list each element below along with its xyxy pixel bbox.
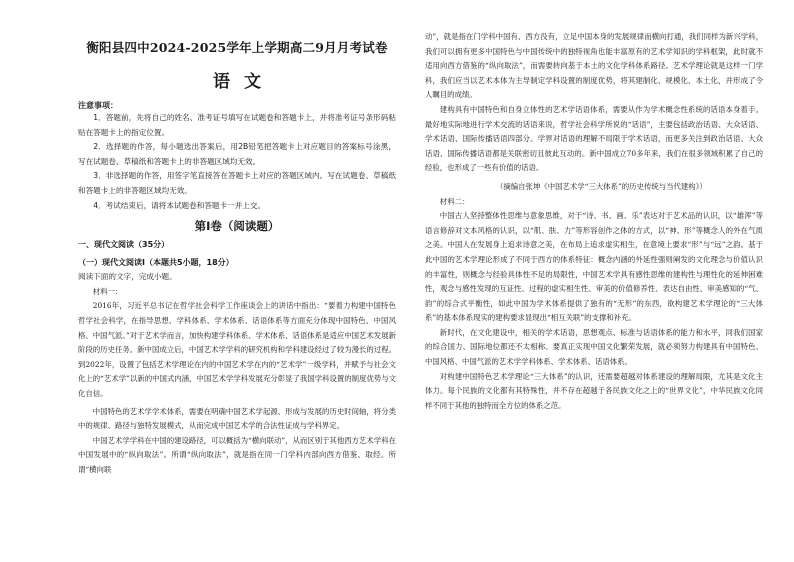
exam-title: 衡阳县四中2024-2025学年上学期高二9月月考试卷 bbox=[86, 40, 388, 55]
material-label: 材料一： bbox=[92, 286, 123, 296]
notice-label: 注意事项： bbox=[78, 101, 118, 110]
body-paragraph: 对构建中国特色艺术学理论“三大体系”的认识，还需要超越对体系建设的理解局限，尤其是文化主体力。每个民族的文化都有其特殊性，并不存在超越于各民族文化之上的“世界文化”，中华民族文化同样不同于其他的独特而全方位的体系之范。 bbox=[425, 371, 763, 410]
material-label: 材料二： bbox=[439, 196, 470, 206]
body-paragraph: 中国古人坚持整体性思维与意象思维，对于“诗、书、画、乐”表达对于艺术品的认识，以“雄浑”等语言修辞对文本风格的认识，以“肌、肤、力”等形容创作之体的方式，以“神、形”等概念人的外在气质之美。中国人在发展身上追求诗意之美，在布局上追求虚实相生，在意境上要求“形”与“远”之韵。基于此中国的艺术学理论形成了不同于西方的体系特征：概念内涵的外延性强则阐发的文化理念与价值认识的丰富性，则概念与经验具体性不足的局限性，中国艺术学具有感性思维的建构性与理性化的延伸困难性，观念与感性发现的互证性、过程的虚实相生性、审美的价值修养性、表达自由性、审美感知的“气、韵”的综合式平衡性，如此中国为学术体系提供了独有的“无形”的东西，欲构建艺术学理论的“三大体系”的基本体系现实的建构要求显现出“相互关联”的支撑和补充。 bbox=[425, 211, 763, 323]
notice-item: 3．非选择题的作答，用签字笔直接答在答题卡上对应的答题区域内。写在试题卷、草稿纸和答题卡上的非答题区域均无效。 bbox=[78, 171, 396, 195]
notice-item: 1．答题前，先将自己的姓名、准考证号填写在试题卷和答题卡上，并将准考证号条形码粘贴在答题卡上的指定位置。 bbox=[78, 113, 396, 137]
notice-item: 4．考试结束后，请将本试题卷和答题卡一并上交。 bbox=[93, 200, 266, 210]
section-title: 第Ⅰ卷（阅读题） bbox=[194, 219, 280, 234]
body-paragraph: 动”，就是指在门学科中国有、西方没有，立足中国本身的发展规律而横向打通，我们同样为新兴学科，我们可以拥有更多中国特色与中国传统中的独特视角也能丰富原有的艺术学知识的学科框架，此时就不适用向西方借鉴的“纵向取法”，而需要转向基于本土的文化学科体系路径。艺术学理论就是这样一门学科，我们应当以艺术本体为主导制定学科设置的制度优势，将其建制化、规模化、本土化，并形成了令人瞩目的成绩。 bbox=[425, 32, 763, 100]
right-column bbox=[425, 0, 763, 562]
source-citation: （摘编自张坤《中国艺术学“三大体系”的历史传统与当代建构》） bbox=[495, 181, 707, 191]
left-column bbox=[78, 0, 396, 562]
part-heading: 一、现代文阅读（35分） bbox=[78, 240, 170, 250]
notice-item: 2．选择题的作答，每小题选出答案后，用2B铅笔把答题卡上对应题目的答案标号涂黑，写在试题卷、草稿纸和答题卡上的非答题区域均无效。 bbox=[78, 142, 396, 166]
body-paragraph: 中国特色的艺术学学术体系，需要在明确中国艺术学起源、形成与发展的历史时间轴，将分类中的规律、路径与独特发展模式，从而完成中国艺术学的合法性证成与学科界定。 bbox=[78, 406, 396, 431]
instruction: 阅读下面的文字，完成小题。 bbox=[78, 272, 177, 282]
body-paragraph: 建构具有中国特色和自身立体性的艺术学话语体系，需要从作为学术概念性系统的话语本身着手。最好地实际地进行学术交流的话语来说，哲学社会科学所说的“话语”，主要包括政治话语、大众话语、学术话语、国际传播话语四部分。学界对话语的理解不局限于学术话语，而更多关注到政治话语、大众话语、国际传播话语都是关联密切且彼此互动的。新中国成立70多年来，我们在很多领域积累了自己的经验，也形成了一些有价值的话语。 bbox=[425, 104, 763, 173]
subject-title: 语文 bbox=[213, 72, 275, 92]
body-paragraph: 2016年，习近平总书记在哲学社会科学工作座谈会上的讲话中指出：“要着力构建中国特色哲学社会科学，在指导思想、学科体系、学术体系、话语体系等方面充分体现中国特色、中国风格、中国气派。”对于艺术学而言，加快构建学科体系、学术体系、话语体系是适应中国艺术发展新阶段的历史任务。新中国成立后，中国艺术学学科的研究机构和学科建设经过了较为漫长的过程。到2022年，设置了包括艺术学理论在内的中国艺术学在内的“艺术学”一级学科，并赋予与社会文化上的“艺术学”以新的中国式内涵，中国艺术学学科发展充分彰显了我国学科设置的制度优势与文化自信。 bbox=[78, 301, 396, 398]
body-paragraph: 新时代，在文化建设中，相关的学术话语，思想观点、标准与话语体系的能力和水平，同我们国家的综合国力、国际地位都还不太相称。要真正实现中国文化繁荣发展，就必须努力构建具有中国特色、中国风格、中国气派的艺术学学科体系、学术体系、话语体系。 bbox=[425, 327, 763, 367]
body-paragraph: 中国艺术学学科在中国的建设路径，可以概括为“横向联动”，从而区别于其他西方艺术学科在中国发展中的“纵向取法”。所谓“纵向取法”，就是指在同一门学科内部向西方借鉴、取经。所谓“横向联 bbox=[78, 435, 396, 474]
sub-heading: （一）现代文阅读Ⅰ（本题共5小题，18分） bbox=[78, 258, 234, 268]
